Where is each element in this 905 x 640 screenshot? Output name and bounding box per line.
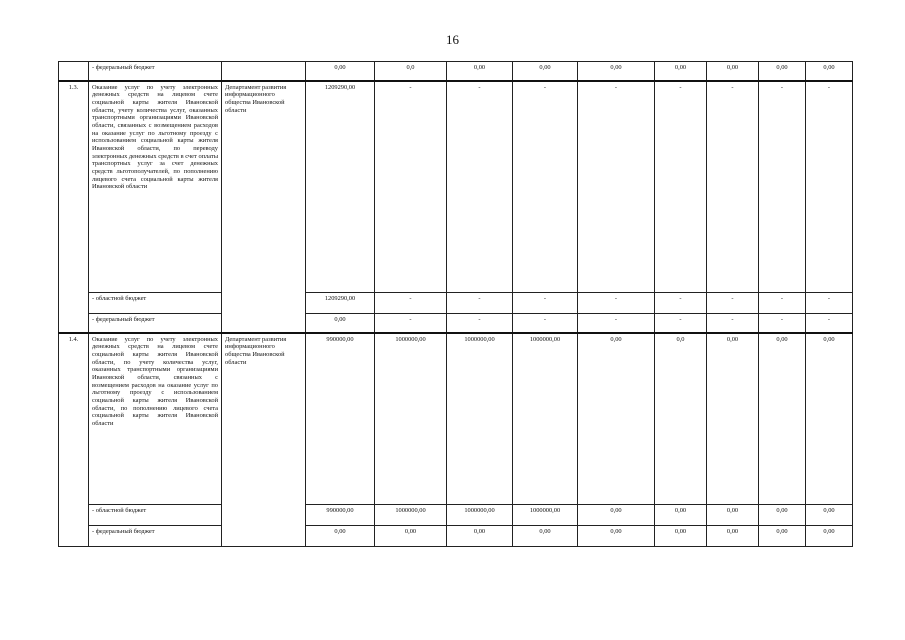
executor-cell: Департамент развития информационного общества Ивановской области (222, 81, 306, 333)
value-cell: - (655, 81, 707, 293)
value-cell: 990000,00 (306, 333, 375, 505)
value-cell: 0,00 (759, 62, 806, 81)
table-row (59, 333, 853, 505)
value-cell: - (578, 81, 655, 293)
value-cell: 0,00 (447, 526, 513, 547)
row-number-cell (59, 62, 89, 81)
row-label: - областной бюджет (89, 505, 222, 526)
value-cell: - (447, 81, 513, 293)
value-cell: 0,00 (447, 62, 513, 81)
table-row (59, 314, 853, 333)
value-cell: - (375, 314, 447, 333)
table-row (59, 62, 853, 81)
value-cell: 0,0 (655, 333, 707, 505)
value-cell: - (447, 293, 513, 314)
table-row (59, 526, 853, 547)
value-cell: - (707, 293, 759, 314)
value-cell: - (513, 314, 578, 333)
value-cell: 0,00 (655, 526, 707, 547)
row-label: - федеральный бюджет (89, 314, 222, 333)
value-cell: 0,00 (759, 526, 806, 547)
value-cell: - (759, 314, 806, 333)
value-cell: - (759, 293, 806, 314)
value-cell: - (578, 293, 655, 314)
table-row (59, 81, 853, 293)
value-cell: - (375, 81, 447, 293)
value-cell: 0,00 (578, 526, 655, 547)
value-cell: 0,00 (306, 314, 375, 333)
page-number: 16 (446, 32, 459, 47)
value-cell: 1000000,00 (447, 505, 513, 526)
value-cell: 0,00 (759, 505, 806, 526)
measure-description: Оказание услуг по учету электронных денежных средств на лицевом счете социальной карты жителя Ивановской области, учету количества услуг, оказанных транспортными организациями Ивановской области, связанных с возмещением расходов на оказание услуг по льготному проезду с использованием социальной карты жителя Ивановской области, по переводу электронных денежных средств в счет оплаты транспортных услуг за счет денежных средств льготополучателей, по пополнению лицевого счета социальной карты жителя Ивановской области (89, 81, 222, 293)
row-label: - федеральный бюджет (89, 526, 222, 547)
value-cell: 1000000,00 (513, 333, 578, 505)
value-cell: 0,00 (578, 505, 655, 526)
value-cell: - (655, 293, 707, 314)
row-label: - областной бюджет (89, 293, 222, 314)
value-cell: 0,00 (806, 505, 853, 526)
value-cell: - (707, 81, 759, 293)
value-cell: 0,00 (578, 62, 655, 81)
value-cell: - (513, 293, 578, 314)
value-cell: 0,00 (759, 333, 806, 505)
value-cell: 0,00 (707, 526, 759, 547)
value-cell: - (707, 314, 759, 333)
value-cell: 0,00 (806, 62, 853, 81)
value-cell: 1000000,00 (375, 333, 447, 505)
row-label: - федеральный бюджет (89, 62, 222, 81)
value-cell: 1209290,00 (306, 81, 375, 293)
value-cell: 0,00 (806, 333, 853, 505)
measure-description: Оказание услуг по учету электронных денежных средств на лицевом счете социальной карты жителя Ивановской области, по учету количества услуг, оказанных транспортными организациями Ивановской области, связанных с возмещением расходов на оказание услуг по льготному проезду с использованием социальной карты жителя Ивановской области, по пополнению лицевого счета социальной карты жителя Ивановской области (89, 333, 222, 505)
table-row (59, 293, 853, 314)
value-cell: 0,00 (655, 505, 707, 526)
value-cell: - (806, 81, 853, 293)
executor-cell: Департамент развития информационного общества Ивановской области (222, 333, 306, 547)
value-cell: - (759, 81, 806, 293)
budget-table (58, 61, 853, 547)
value-cell: - (806, 314, 853, 333)
value-cell: 0,00 (513, 526, 578, 547)
row-number: 1.4. (59, 333, 89, 547)
value-cell: - (513, 81, 578, 293)
value-cell: - (578, 314, 655, 333)
value-cell: 0,0 (375, 62, 447, 81)
value-cell: - (375, 293, 447, 314)
value-cell: - (655, 314, 707, 333)
value-cell: 990000,00 (306, 505, 375, 526)
value-cell: 1209290,00 (306, 293, 375, 314)
value-cell: 1000000,00 (447, 333, 513, 505)
value-cell: 0,00 (707, 333, 759, 505)
value-cell: - (806, 293, 853, 314)
value-cell: 0,00 (707, 505, 759, 526)
value-cell: 0,00 (375, 526, 447, 547)
value-cell: 0,00 (513, 62, 578, 81)
value-cell: 0,00 (306, 526, 375, 547)
value-cell: 0,00 (707, 62, 759, 81)
value-cell: 1000000,00 (513, 505, 578, 526)
value-cell: 1000000,00 (375, 505, 447, 526)
row-number: 1.3. (59, 81, 89, 333)
table-row (59, 505, 853, 526)
value-cell: 0,00 (578, 333, 655, 505)
value-cell: 0,00 (306, 62, 375, 81)
value-cell: 0,00 (655, 62, 707, 81)
value-cell: 0,00 (806, 526, 853, 547)
executor-cell (222, 62, 306, 81)
value-cell: - (447, 314, 513, 333)
